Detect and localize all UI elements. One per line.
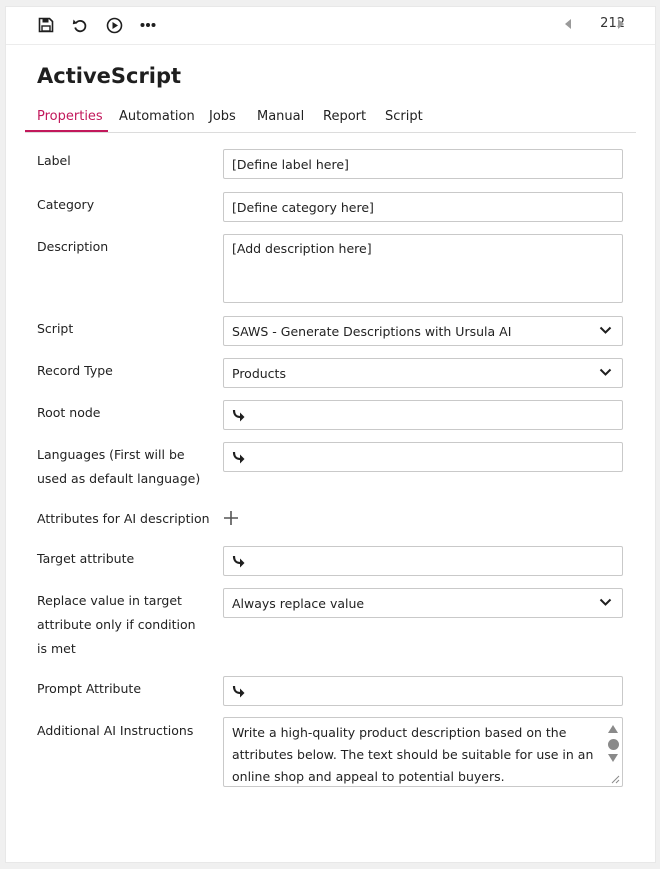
next-record-icon[interactable] <box>618 19 624 29</box>
play-icon[interactable] <box>103 14 125 36</box>
tab-jobs[interactable]: Jobs <box>209 109 236 124</box>
reference-link-icon <box>232 450 246 464</box>
chevron-down-icon <box>599 368 612 377</box>
category-field-label: Category <box>37 197 95 212</box>
additional-instructions-textarea[interactable] <box>223 717 623 787</box>
tab-manual[interactable]: Manual <box>257 109 305 124</box>
tab-script[interactable]: Script <box>385 109 423 124</box>
reference-link-icon <box>232 684 246 698</box>
tab-automation[interactable]: Automation <box>119 109 195 124</box>
scrollbar-thumb[interactable] <box>608 739 619 750</box>
description-textarea[interactable]: [Add description here] <box>223 234 623 303</box>
add-attribute-plus-icon[interactable] <box>223 510 239 526</box>
prompt-attribute-field-label: Prompt Attribute <box>37 681 142 696</box>
record-type-select-value: Products <box>232 365 286 381</box>
chevron-down-icon <box>599 326 612 335</box>
languages-reference-field[interactable] <box>223 442 623 472</box>
target-attribute-field-label: Target attribute <box>37 551 135 566</box>
target-attribute-reference-field[interactable] <box>223 546 623 576</box>
more-icon[interactable] <box>137 14 159 36</box>
script-field-label: Script <box>37 321 74 336</box>
attributes-ai-field-label: Attributes for AI description <box>37 511 210 526</box>
additional-instructions-text: Write a high-quality product description based on the attributes below. The text should be suitable for use in an online shop and appeal to potential buyers. <box>232 725 594 784</box>
script-select-value: SAWS - Generate Descriptions with Ursula AI <box>232 323 512 339</box>
root-node-reference-field[interactable] <box>223 400 623 430</box>
tab-properties[interactable]: Properties <box>37 109 103 124</box>
record-number: 212 <box>600 16 625 31</box>
toolbar <box>6 7 655 45</box>
scroll-down-arrow-icon[interactable] <box>608 754 618 762</box>
active-script-panel <box>5 6 656 863</box>
prompt-attribute-reference-field[interactable] <box>223 676 623 706</box>
script-select[interactable] <box>223 316 623 346</box>
replace-value-field-label: Replace value in target attribute only if condition is met <box>37 593 196 656</box>
reference-link-icon <box>232 554 246 568</box>
description-field-label: Description <box>37 239 109 254</box>
reference-link-icon <box>232 408 246 422</box>
languages-field-label: Languages (First will be used as default language) <box>37 447 201 486</box>
additional-instructions-field-label: Additional AI Instructions <box>37 723 194 738</box>
scroll-up-arrow-icon[interactable] <box>608 725 618 733</box>
label-field-label: Label <box>37 153 71 168</box>
replace-value-select-value: Always replace value <box>232 595 365 611</box>
record-type-field-label: Record Type <box>37 363 113 378</box>
resize-handle-icon[interactable] <box>610 774 620 784</box>
save-icon[interactable] <box>35 14 57 36</box>
category-input[interactable]: [Define category here] <box>223 192 623 222</box>
label-input[interactable]: [Define label here] <box>223 149 623 179</box>
page-title: ActiveScript <box>37 64 182 88</box>
replace-value-select[interactable] <box>223 588 623 618</box>
undo-icon[interactable] <box>69 14 91 36</box>
tab-divider <box>25 132 636 133</box>
record-type-select[interactable] <box>223 358 623 388</box>
chevron-down-icon <box>599 598 612 607</box>
tab-report[interactable]: Report <box>323 109 367 124</box>
previous-record-icon[interactable] <box>565 19 571 29</box>
root-node-field-label: Root node <box>37 405 101 420</box>
